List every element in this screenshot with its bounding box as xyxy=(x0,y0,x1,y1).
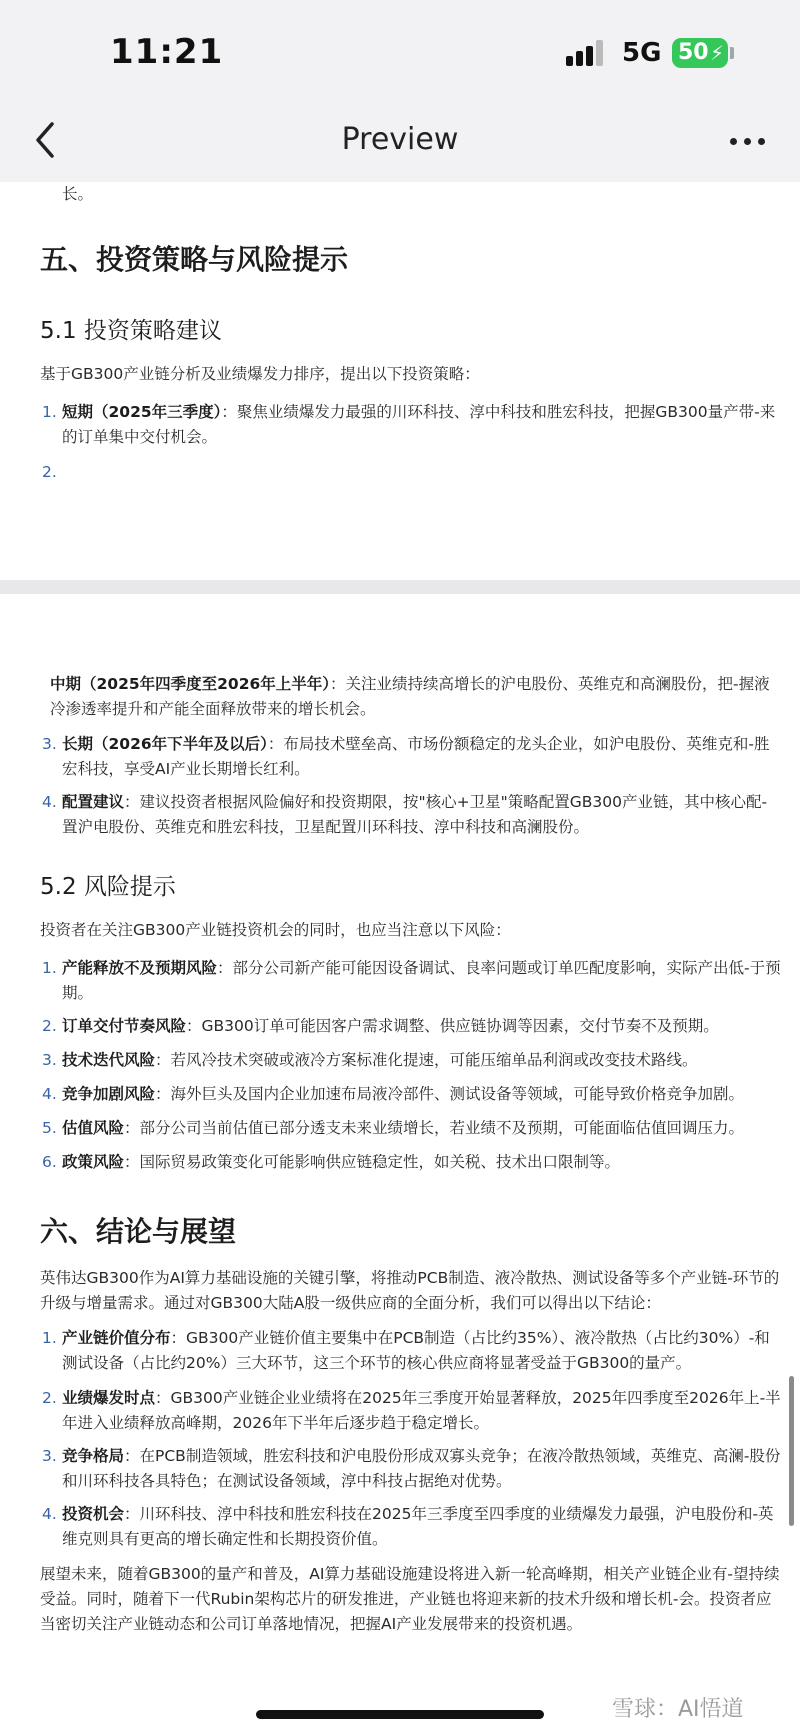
risk-item xyxy=(40,956,782,1006)
list-item-title: 订单交付节奏风险 xyxy=(62,1017,187,1035)
strategy-item xyxy=(40,732,782,782)
list-number: 4. xyxy=(42,1085,57,1103)
risk-item xyxy=(40,1048,782,1073)
list-number: 2. xyxy=(42,1017,57,1035)
list-item-title: 产业链价值分布 xyxy=(62,1329,171,1347)
list-number: 3. xyxy=(42,735,57,753)
conclusion-item xyxy=(40,1386,782,1436)
watermark: 雪球：AI悟道 xyxy=(612,1697,744,1722)
charging-bolt-icon: ⚡ xyxy=(709,41,724,65)
risk-item xyxy=(40,1150,782,1175)
list-item-title: 竞争格局 xyxy=(62,1447,125,1465)
document-page-2 xyxy=(0,594,800,1734)
list-item-title: 长期（2026年下半年及以后） xyxy=(62,735,268,753)
list-item-text: ：部分公司当前估值已部分透支未来业绩增长，若业绩不及预期，可能面临估值回调压力。 xyxy=(124,1119,745,1137)
page-title: Preview xyxy=(341,122,459,157)
section-heading-6: 六、结论与展望 xyxy=(40,1215,237,1248)
list-item-text: ：部分公司新产能可能因设备调试、良率问题或订单匹配度影响，实际产出低-于预期。 xyxy=(62,959,781,1002)
battery-icon xyxy=(672,38,728,68)
list-number: 1. xyxy=(42,959,57,977)
list-item-text: ：GB300产业链价值主要集中在PCB制造（占比约35%）、液冷散热（占比约30%）-和测试设备（占比约20%）三大环节，这三个环节的核心供应商将显著受益于GB300的量产。 xyxy=(62,1329,770,1372)
list-item-text: ：布局技术壁垒高、市场份额稳定的龙头企业，如沪电股份、英维克和-胜宏科技，享受AI产业长期增长红利。 xyxy=(62,735,770,778)
list-item-text: ：在PCB制造领域，胜宏科技和沪电股份形成双寡头竞争；在液冷散热领域，英维克、高澜-股份和川环科技各具特色；在测试设备领域，淳中科技占据绝对优势。 xyxy=(62,1447,781,1490)
list-number: 3. xyxy=(42,1051,57,1069)
list-number: 2. xyxy=(42,463,57,481)
navigation-bar xyxy=(0,100,800,182)
list-number: 5. xyxy=(42,1119,57,1137)
list-item-title: 技术迭代风险 xyxy=(62,1051,156,1069)
subsection-heading-5-1: 5.1 投资策略建议 xyxy=(40,318,222,344)
risk-intro: 投资者在关注GB300产业链投资机会的同时，也应当注意以下风险： xyxy=(40,921,511,939)
list-item-text: ：若风冷技术突破或液冷方案标准化提速，可能压缩单品利润或改变技术路线。 xyxy=(155,1051,698,1069)
list-item-text: ：川环科技、淳中科技和胜宏科技在2025年三季度至四季度的业绩爆发力最强，沪电股份和-英维克则具有更高的增长确定性和长期投资价值。 xyxy=(62,1505,774,1548)
list-item-title: 配置建议 xyxy=(62,793,125,811)
list-item-text: ：聚焦业绩爆发力最强的川环科技、淳中科技和胜宏科技，把握GB300量产带-来的订单集中交付机会。 xyxy=(62,403,776,446)
list-item-title: 估值风险 xyxy=(62,1119,125,1137)
list-item-text: ：关注业绩持续高增长的沪电股份、英维克和高澜股份，把-握液冷渗透率提升和产能全面释放带来的增长机会。 xyxy=(50,675,770,718)
cut-off-text: 长。 xyxy=(62,185,94,203)
list-item-title: 产能释放不及预期风险 xyxy=(62,959,218,977)
list-number: 1. xyxy=(42,403,57,421)
strategy-item xyxy=(40,790,782,840)
more-options-icon[interactable] xyxy=(728,138,768,146)
conclusion-item xyxy=(40,1444,782,1494)
list-item-text: ：建议投资者根据风险偏好和投资期限，按"核心+卫星"策略配置GB300产业链，其中核心配-置沪电股份、英维克和胜宏科技，卫星配置川环科技、淳中科技和高澜股份。 xyxy=(62,793,768,836)
battery-tip xyxy=(730,47,734,59)
status-bar xyxy=(0,0,800,100)
cellular-signal-icon xyxy=(566,40,610,66)
list-number: 4. xyxy=(42,1505,57,1523)
list-number: 6. xyxy=(42,1153,57,1171)
risk-item xyxy=(40,1116,782,1141)
list-number: 1. xyxy=(42,1329,57,1347)
conclusion-intro: 英伟达GB300作为AI算力基础设施的关键引擎，将推动PCB制造、液冷散热、测试设备等多个产业链-环节的升级与增量需求。通过对GB300大陆A股一级供应商的全面分析，我们可以得出以下结论： xyxy=(40,1269,780,1312)
conclusion-item xyxy=(40,1326,782,1376)
battery-level: 50 xyxy=(678,40,709,65)
list-number: 4. xyxy=(42,793,57,811)
list-item-text: ：海外巨头及国内企业加速布局液冷部件、测试设备等领域，可能导致价格竞争加剧。 xyxy=(155,1085,745,1103)
risk-item xyxy=(40,1082,782,1107)
status-time: 11:21 xyxy=(110,32,224,72)
strategy-item xyxy=(40,400,782,450)
strategy-intro: 基于GB300产业链分析及业绩爆发力排序，提出以下投资策略： xyxy=(40,365,480,383)
list-item-text: ：GB300订单可能因客户需求调整、供应链协调等因素，交付节奏不及预期。 xyxy=(186,1017,719,1035)
list-item-title: 竞争加剧风险 xyxy=(62,1085,156,1103)
scrollbar[interactable] xyxy=(789,1376,794,1526)
subsection-heading-5-2: 5.2 风险提示 xyxy=(40,874,176,900)
document-page-1 xyxy=(0,182,800,580)
section-heading-5: 五、投资策略与风险提示 xyxy=(40,243,349,276)
list-item-title: 短期（2025年三季度） xyxy=(62,403,222,421)
list-item-text: ：GB300产业链企业业绩将在2025年三季度开始显著释放，2025年四季度至2026年上-半年进入业绩释放高峰期，2026年下半年后逐步趋于稳定增长。 xyxy=(62,1389,781,1432)
home-indicator[interactable] xyxy=(256,1710,544,1719)
list-number: 3. xyxy=(42,1447,57,1465)
risk-item xyxy=(40,1014,782,1039)
list-item-title: 中期（2025年四季度至2026年上半年） xyxy=(50,675,331,693)
strategy-item-continued xyxy=(40,672,782,722)
outlook-paragraph: 展望未来，随着GB300的量产和普及，AI算力基础设施建设将进入新一轮高峰期，相关产业链企业有-望持续受益。同时，随着下一代Rubin架构芯片的研发推进，产业链也将迎来新的技术升级和增长机-会。投资者应当密切关注产业链动态和公司订单落地情况，把握AI产业发展带来的投资机遇。 xyxy=(40,1565,780,1633)
conclusion-item xyxy=(40,1502,782,1552)
list-item-title: 业绩爆发时点 xyxy=(62,1389,156,1407)
network-type: 5G xyxy=(622,38,662,68)
list-item-title: 政策风险 xyxy=(62,1153,125,1171)
list-number: 2. xyxy=(42,1389,57,1407)
list-item-title: 投资机会 xyxy=(62,1505,125,1523)
list-item-text: ：国际贸易政策变化可能影响供应链稳定性，如关税、技术出口限制等。 xyxy=(124,1153,621,1171)
